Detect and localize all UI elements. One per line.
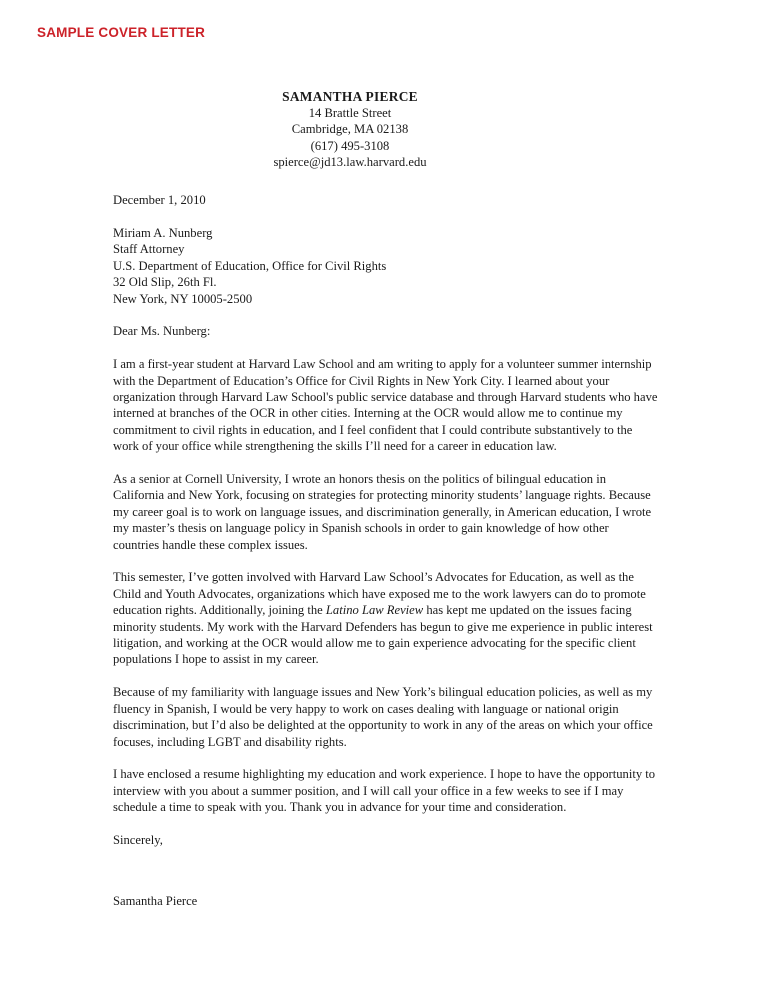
signature-space bbox=[113, 865, 658, 893]
body-paragraph-4: Because of my familiarity with language issues and New York’s bilingual education policies, as well as my fluency in Spanish, I would be very happy to work on cases dealing with language or national origin discrimination, but I’d also be delighted at the opportunity to work in any of the areas on which your office focuses, including LGBT and disability rights. bbox=[113, 685, 653, 749]
sample-cover-letter-header: SAMPLE COVER LETTER bbox=[37, 25, 206, 40]
body-paragraph-1: I am a first-year student at Harvard Law School and am writing to apply for a volunteer summer internship with the Department of Education’s Office for Civil Rights in New York City. I learned about your organization through Harvard Law School's public service database and through Harvard students who have interned at branches of the OCR in other cities. Interning at the OCR would allow me to continue my commitment to civil rights in education, and I feel confident that I could contribute substantively to the work of your office while strengthening the skills I’ll need for a career in education law. bbox=[113, 357, 658, 454]
body-paragraph-3-text-after: has kept me updated on the issues facing minority students. My work with the Harvard Defenders has begun to give me experience in public interest litigation, and working at the OCR would allow me to gain experience advocating for the specific client populations I hope to assist in my career. bbox=[113, 603, 653, 667]
letter-salutation: Dear Ms. Nunberg: bbox=[113, 324, 211, 339]
recipient-street: 32 Old Slip, 26th Fl. bbox=[113, 275, 217, 290]
letterhead-block bbox=[113, 88, 587, 170]
letter-closing: Sincerely, bbox=[113, 832, 163, 847]
publication-title-latino-law-review: Latino Law Review bbox=[325, 603, 424, 618]
letterhead-sender-name: SAMANTHA PIERCE bbox=[282, 89, 418, 104]
recipient-name: Miriam A. Nunberg bbox=[113, 225, 213, 240]
recipient-address-block bbox=[113, 225, 658, 307]
letterhead-phone: (617) 495-3108 bbox=[310, 138, 390, 153]
body-paragraph-2: As a senior at Cornell University, I wrote an honors thesis on the politics of bilingual education in California and New York, focusing on strategies for protecting minority students’ language rights. Because my career goal is to work on language issues, and discrimination generally, in American education, I wrote my master’s thesis on language policy in Spanish schools in order to gain knowledge of how other countries handle these complex issues. bbox=[113, 472, 652, 552]
letterhead-city-state-zip: Cambridge, MA 02138 bbox=[291, 122, 409, 137]
letterhead-email: spierce@jd13.law.harvard.edu bbox=[273, 154, 427, 169]
recipient-organization: U.S. Department of Education, Office for Civil Rights bbox=[113, 258, 387, 273]
letter-date: December 1, 2010 bbox=[113, 193, 206, 208]
body-paragraph-5: I have enclosed a resume highlighting my education and work experience. I hope to have the opportunity to interview with you about a summer position, and I will call your office in a few weeks to see if I may schedule a time to speak with you. Thank you in advance for your time and consideration. bbox=[113, 767, 656, 815]
recipient-city-state-zip: New York, NY 10005-2500 bbox=[113, 291, 253, 306]
letterhead-street: 14 Brattle Street bbox=[308, 106, 392, 120]
body-paragraph-3-text-before: This semester, I’ve gotten involved with Harvard Law School’s Advocates for Education, as well as the Child and Youth Advocates, organizations which have exposed me to the work lawyers can do to promote education rights. Additionally, joining the bbox=[113, 570, 646, 618]
recipient-title: Staff Attorney bbox=[113, 242, 185, 257]
body-paragraph-3 bbox=[113, 569, 658, 667]
signature-name: Samantha Pierce bbox=[113, 893, 198, 908]
letter-content bbox=[113, 88, 658, 909]
